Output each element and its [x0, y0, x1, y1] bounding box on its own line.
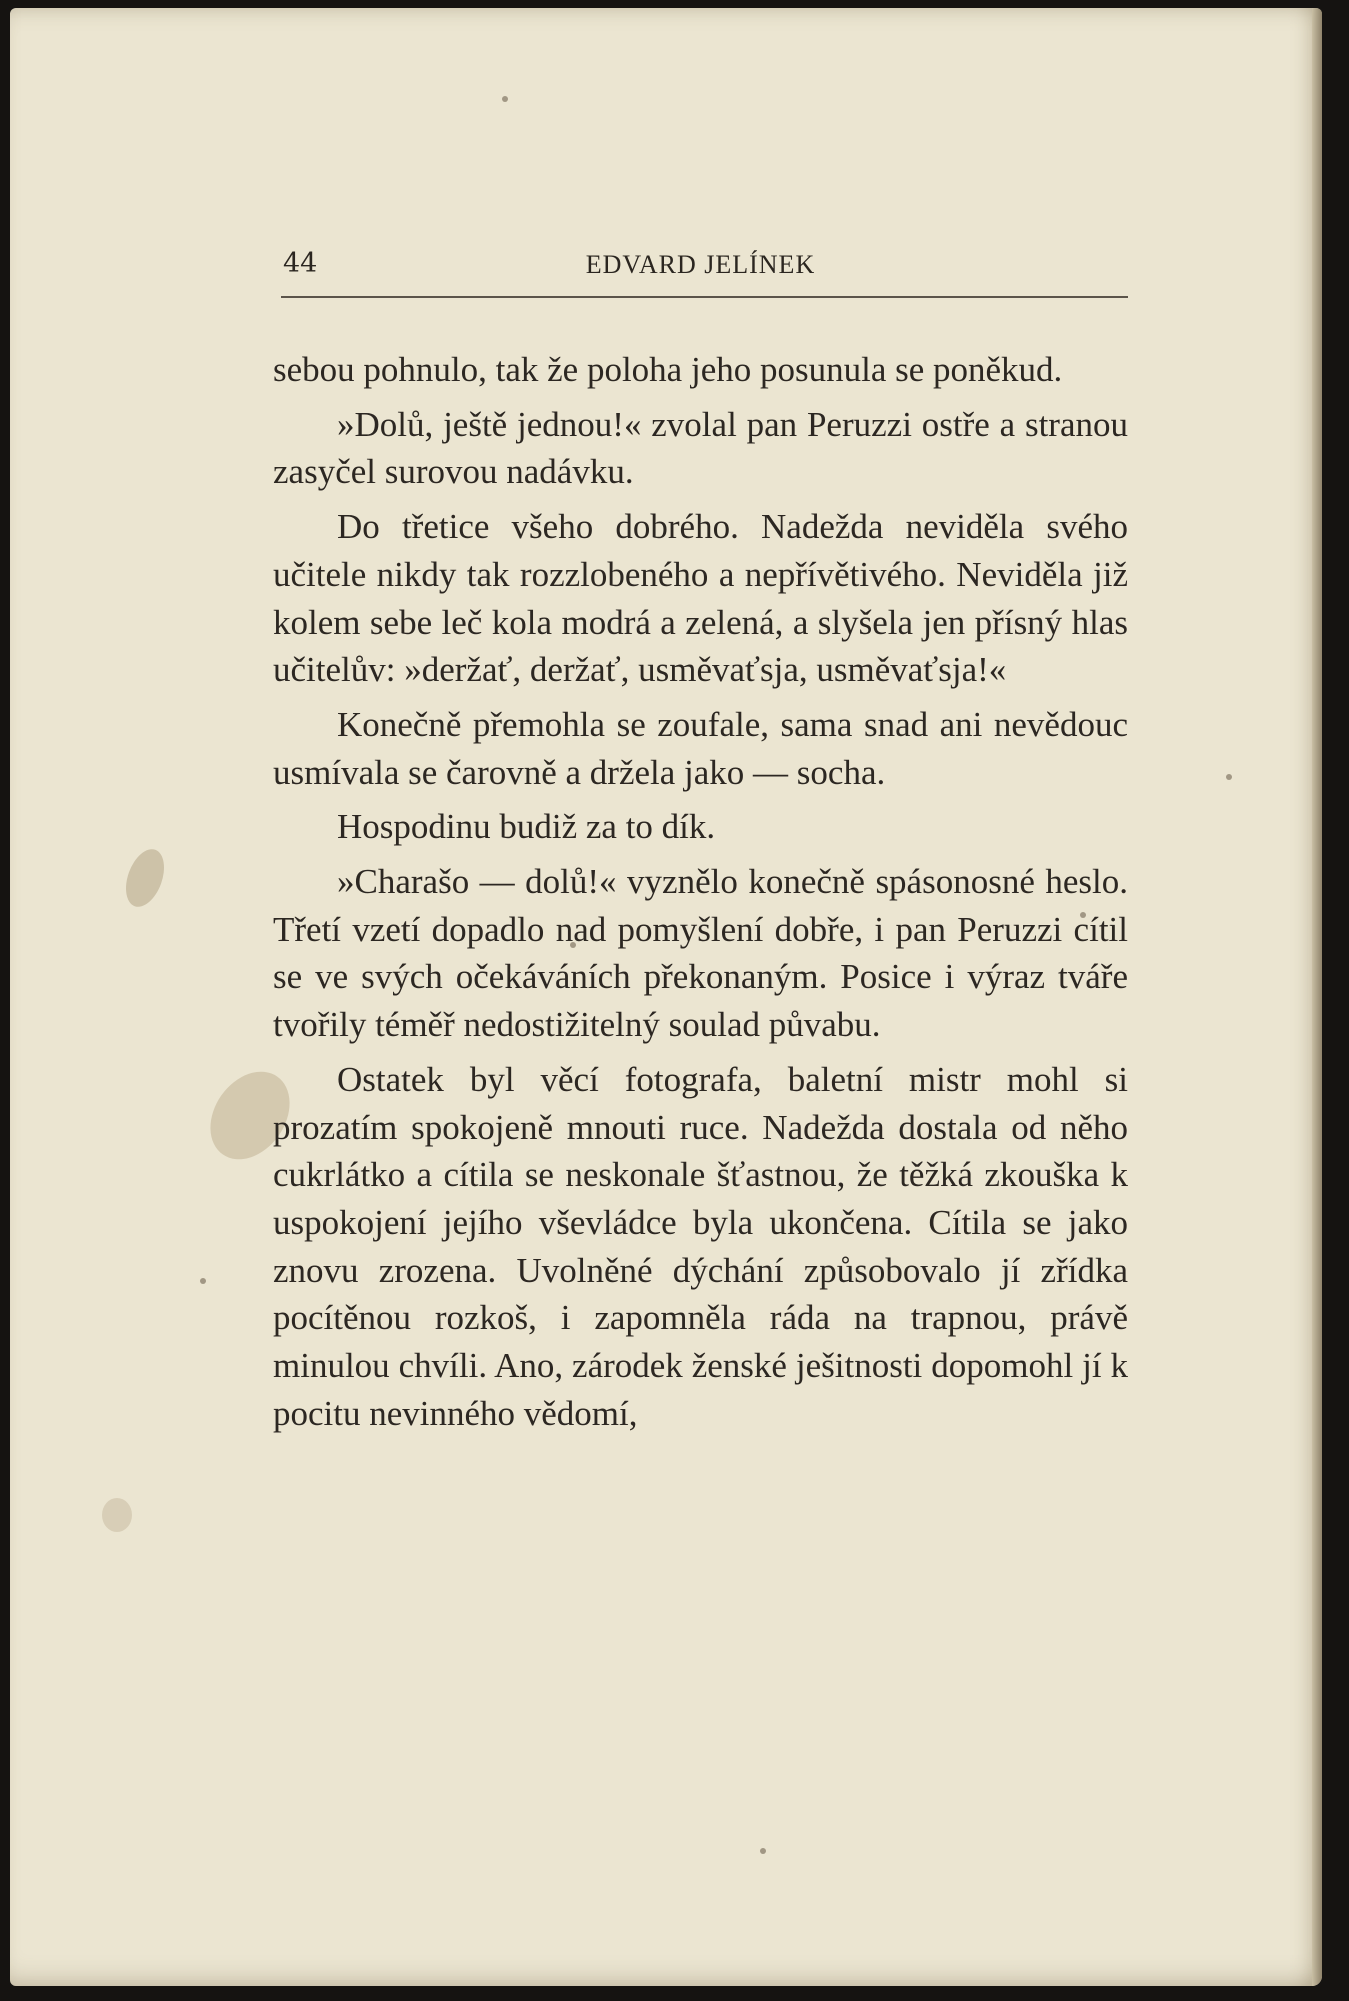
running-head: EDVARD JELÍNEK [585, 250, 816, 279]
page-header [273, 240, 1128, 300]
paragraph: »Charašo — dolů!« vyznělo konečně spásonosné heslo. Třetí vzetí dopadlo nad pomyšlení dobře, i pan Peruzzi cítil se ve svých očekáváních překonaným. Posice i výraz tváře tvořily téměř nedostižitelný soulad půvabu. [273, 862, 1128, 1045]
paper-page [10, 8, 1322, 1986]
paragraph: »Dolů, ještě jednou!« zvolal pan Peruzzi ostře a stranou zasyčel surovou nadávku. [273, 404, 1128, 492]
paragraph: Ostatek byl věcí fotografa, baletní mistr mohl si prozatím spokojeně mnouti ruce. Nadežda dostala od něho cukrlátko a cítila se neskonale šťastnou, že těžká zkouška k uspokojení jejího vševládce byla ukončena. Cítila se jako znovu zrozena. Uvolněné dýchání způsobovalo jí zřídka pocítěnou rozkoš, i zapomněla ráda na trapnou, právě minulou chvíli. Ano, zárodek ženské ješitnosti dopomohl jí k pocitu nevinného vědomí, [273, 1059, 1128, 1433]
body-text [273, 346, 1128, 1444]
paper-speck [502, 96, 508, 102]
paragraph: Hospodinu budiž za to dík. [337, 807, 716, 847]
paper-stain [102, 1498, 132, 1532]
page-edge-shadow [1312, 8, 1322, 1986]
page-number: 44 [283, 248, 318, 279]
paper-speck [760, 1848, 766, 1854]
paper-speck [1226, 774, 1232, 780]
paper-speck [200, 1278, 206, 1284]
header-rule [281, 296, 1128, 298]
paper-stain [119, 844, 171, 912]
paragraph: Do třetice všeho dobrého. Nadežda neviděla svého učitele nikdy tak rozzlobeného a nepřívětivého. Neviděla již kolem sebe leč kola modrá a zelená, a slyšela jen přísný hlas učitelův: »deržať, deržať, usměvaťsja, usměvaťsja!« [273, 507, 1128, 690]
paragraph: Konečně přemohla se zoufale, sama snad ani nevědouc usmívala se čarovně a držela jako — socha. [273, 704, 1128, 792]
paragraph: sebou pohnulo, tak že poloha jeho posunula se poněkud. [273, 350, 1063, 389]
